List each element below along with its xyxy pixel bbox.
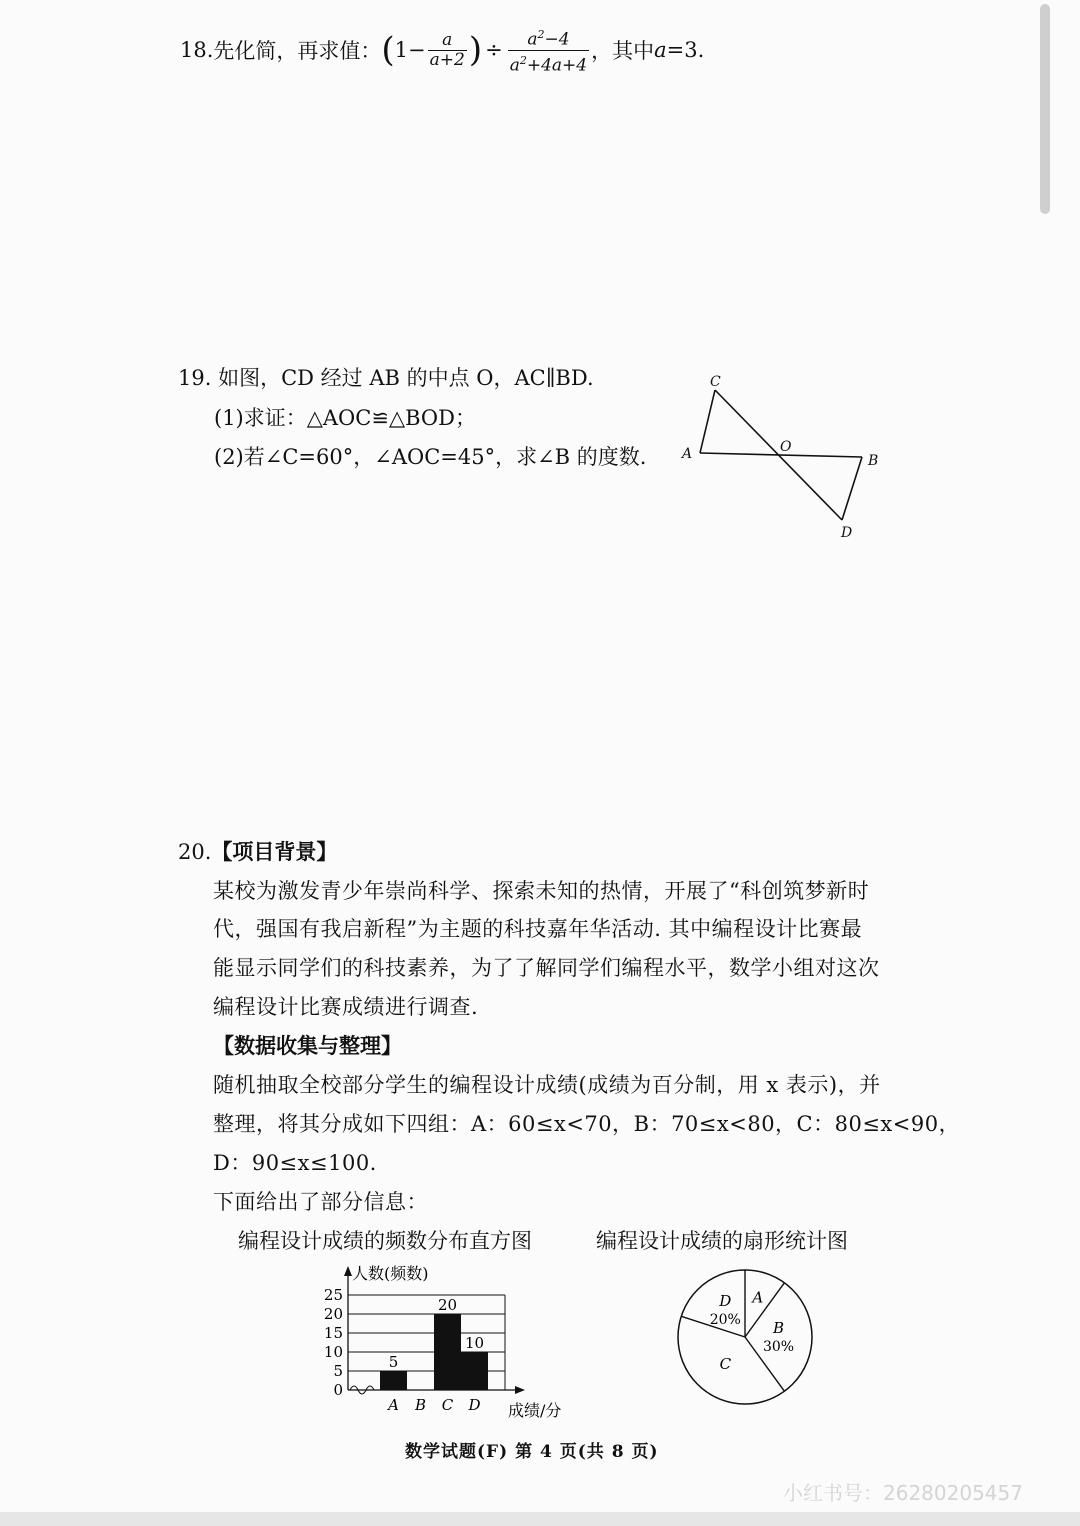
q20-p1-line4: 编程设计比赛成绩进行调查.	[213, 995, 479, 1019]
label-c: C	[710, 374, 721, 390]
y-tick-label: 10	[323, 1343, 343, 1361]
x-axis-arrow	[515, 1386, 525, 1394]
q19-line2: (1)求证：△AOC≌△BOD；	[214, 406, 476, 430]
bottom-bar	[0, 1512, 1080, 1526]
bar-value-label: 5	[388, 1353, 399, 1371]
q18-condition-prefix: ，其中	[591, 39, 655, 63]
x-tick-label: C	[441, 1396, 454, 1414]
question-18	[180, 27, 705, 76]
x-axis-label: 成绩/分	[508, 1401, 562, 1420]
q20-p2-line3: D：90≤x≤100.	[213, 1151, 377, 1175]
q18-prompt: 先化简，再求值：	[213, 39, 382, 63]
q20-p1-line2: 代，强国有我启新程”为主题的科技嘉年华活动. 其中编程设计比赛最	[213, 917, 863, 941]
y-tick-label: 25	[323, 1286, 343, 1304]
q20-heading	[178, 836, 337, 866]
scrollbar[interactable]	[1040, 4, 1050, 214]
fraction-2-numerator: $a^2-4$	[527, 27, 570, 50]
pie-chart	[670, 1262, 820, 1412]
bar-value-label: 20	[437, 1296, 458, 1314]
q20-p3: 下面给出了部分信息：	[213, 1190, 428, 1214]
watermark: 小红书号：26280205457	[783, 1481, 1023, 1505]
label-a: A	[682, 446, 693, 462]
right-paren: )	[468, 30, 483, 70]
left-paren: (	[381, 30, 395, 70]
q19-line3: (2)若∠C=60°，∠AOC=45°，求∠B 的度数.	[214, 445, 647, 469]
fraction-1-numerator: a	[442, 29, 453, 50]
q20-p1-line1: 某校为激发青少年崇尚科学、探索未知的热情，开展了“科创筑梦新时	[213, 879, 870, 903]
label-o: O	[780, 439, 792, 455]
y-axis-arrow	[344, 1266, 352, 1276]
histogram-chart	[310, 1260, 580, 1420]
bar-value-label: 10	[464, 1334, 485, 1352]
geometry-figure	[670, 365, 900, 550]
q18-number: 18.	[180, 38, 214, 62]
q18-divide: ÷	[485, 38, 503, 62]
bar-c	[434, 1314, 461, 1390]
y-tick-label: 0	[333, 1381, 343, 1399]
label-b: B	[868, 453, 879, 469]
bar-a	[380, 1371, 407, 1390]
label-d: D	[841, 525, 853, 541]
segment-bd	[842, 457, 862, 520]
pie-percent-label: 20%	[709, 1311, 741, 1328]
x-tick-label: B	[414, 1396, 427, 1414]
y-tick-label: 15	[323, 1324, 343, 1342]
pie-label: B	[772, 1319, 785, 1337]
fraction-1-denominator: a+2	[429, 49, 465, 70]
q20-number: 20.	[178, 840, 212, 864]
section-project-background: 【项目背景】	[211, 839, 338, 864]
pie-label: A	[752, 1288, 764, 1307]
bar-d	[461, 1352, 488, 1390]
fraction-2-denominator: $a^2+4a+4$	[508, 50, 589, 76]
x-tick-label: D	[468, 1396, 481, 1414]
q19-line1: 19. 如图，CD 经过 AB 的中点 O，AC∥BD.	[178, 366, 594, 390]
q18-condition-var: a	[654, 38, 667, 62]
q20-p2-line1: 随机抽取全校部分学生的编程设计成绩(成绩为百分制，用 x 表示)，并	[213, 1073, 881, 1097]
segment-cd	[715, 390, 842, 520]
y-axis-label: 人数(频数)	[352, 1264, 429, 1283]
fraction-2	[508, 25, 589, 75]
fraction-1	[428, 31, 467, 70]
pie-label: D	[719, 1291, 732, 1310]
q18-condition-rest: =3.	[666, 38, 705, 62]
q20-p1-line3: 能显示同学们的科技素养，为了了解同学们编程水平，数学小组对这次	[213, 956, 880, 980]
q20-p2-line2: 整理，将其分成如下四组：A：60≤x<70，B：70≤x<80，C：80≤x<90，	[213, 1112, 961, 1136]
pie-title: 编程设计成绩的扇形统计图	[596, 1229, 848, 1253]
segment-ac	[700, 390, 715, 453]
pie-label: C	[719, 1355, 732, 1374]
pie-percent-label: 30%	[762, 1339, 795, 1355]
x-tick-label: A	[388, 1396, 399, 1414]
page-footer: 数学试题(F) 第 4 页(共 8 页)	[405, 1442, 659, 1462]
y-tick-label: 20	[323, 1305, 343, 1323]
q18-one-minus: 1−	[394, 38, 426, 62]
y-tick-label: 5	[333, 1362, 343, 1380]
histogram-title: 编程设计成绩的频数分布直方图	[238, 1229, 532, 1253]
section-data-collection: 【数据收集与整理】	[213, 1033, 402, 1058]
